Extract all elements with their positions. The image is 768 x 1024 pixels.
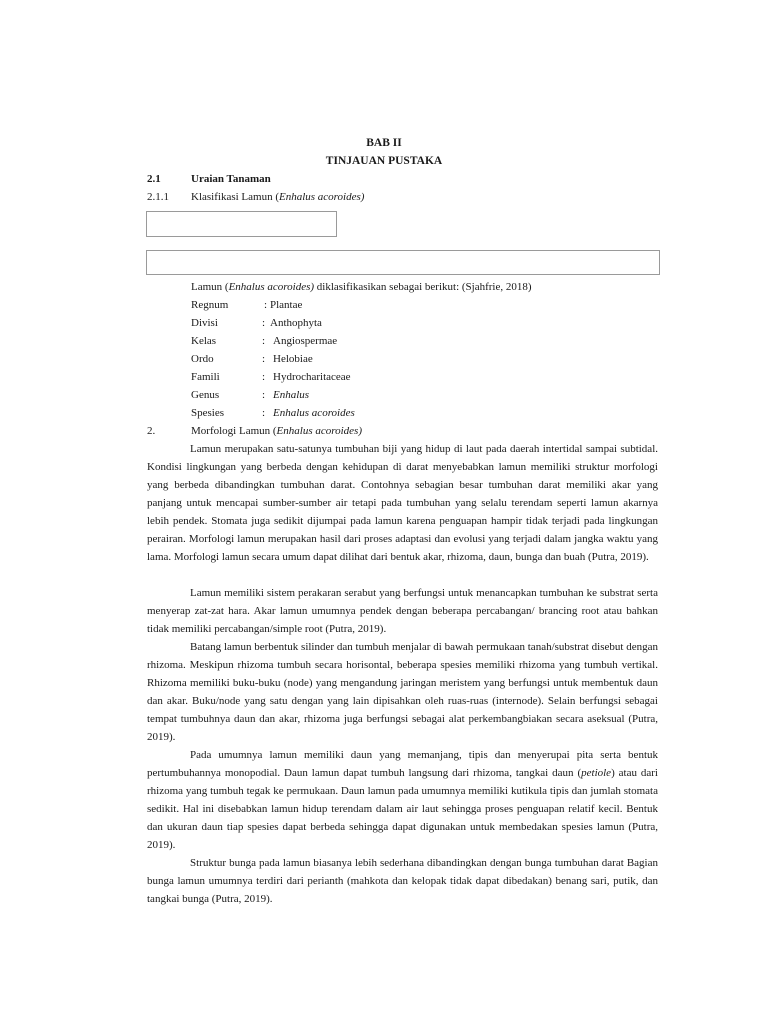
taxonomy-value: Angiospermae: [273, 335, 338, 347]
taxonomy-separator: :: [262, 389, 266, 401]
taxonomy-value: Anthophyta: [270, 317, 322, 329]
taxonomy-separator: :: [262, 353, 266, 365]
taxonomy-rank: Ordo: [191, 353, 214, 365]
taxonomy-value: Hydrocharitaceae: [273, 371, 351, 383]
paragraph-morphology-intro: Lamun merupakan satu-satunya tumbuhan biji yang hidup di laut pada daerah intertidal sampai subtidal. Kondisi lingkungan yang berbeda dengan kehidupan di darat menyebabkan lamun memiliki struktur morfologi yang berbeda dibandingkan tumbuhan darat. Contohnya sebagian besar tumbuhan darat memiliki akar yang panjang untuk mencapai sumber-sumber air tetapi pada tumbuhan yang selalu terendam seperti lamun akarnya lebih pendek. Stomata juga sedikit dijumpai pada lamun karena penguapan hampir tidak terjadi pada lingkungan perairan. Morfologi lamun merupakan hasil dari proses adaptasi dan evolusi yang terjadi dalam jangka waktu yang lama. Morfologi lamun secara umum dapat dilihat dari bentuk akar, rhizoma, daun, bunga dan buah (Putra, 2019).: [147, 443, 658, 563]
taxonomy-separator: :: [262, 317, 266, 329]
taxonomy-rank: Spesies: [191, 407, 224, 419]
taxonomy-separator: :: [262, 407, 266, 419]
taxonomy-rank: Regnum: [191, 299, 229, 311]
classification-intro: Lamun (Enhalus acoroides) diklasifikasikan sebagai berikut: (Sjahfrie, 2018): [191, 281, 532, 293]
section-title: Uraian Tanaman: [191, 173, 271, 185]
taxonomy-value: Helobiae: [273, 353, 313, 365]
paragraph-rhizome: Batang lamun berbentuk silinder dan tumbuh menjalar di bawah permukaan tanah/substrat disebut dengan rhizoma. Meskipun rhizoma tumbuh secara horisontal, beberapa spesies memiliki rhizoma yang tumbuh vertikal. Rhizoma memiliki buku-buku (node) yang mengandung jaringan meristem yang berfungsi untuk membentuk daun dan akar. Buku/node yang satu dengan yang lain dipisahkan oleh ruas-ruas (internode). Selain berfungsi sebagai tempat tumbuhnya daun dan akar, rhizoma juga berfungsi sebagai alat perkembangbiakan secara aseksual (Putra, 2019).: [147, 641, 658, 743]
paragraph-flowers: Struktur bunga pada lamun biasanya lebih sederhana dibandingkan dengan bunga tumbuhan darat Bagian bunga lamun umumnya terdiri dari perianth (mahkota dan kelopak tidak dapat dibedakan) benang sari, putik, dan tangkai bunga (Putra, 2019).: [147, 857, 658, 905]
taxonomy-rank: Divisi: [191, 317, 218, 329]
taxonomy-separator: :: [262, 371, 266, 383]
taxonomy-separator: :: [262, 335, 266, 347]
paragraph-roots: Lamun memiliki sistem perakaran serabut yang berfungsi untuk menancapkan tumbuhan ke substrat serta menyerap zat-zat hara. Akar lamun umumnya pendek dengan beberapa percabangan/ brancing root atau bahkan tidak memiliki percabangan/simple root (Putra, 2019).: [147, 587, 658, 635]
taxonomy-value: Plantae: [270, 299, 303, 311]
taxonomy-value: Enhalus: [273, 389, 310, 401]
chapter-label: BAB II: [366, 137, 402, 149]
subsection-title: Klasifikasi Lamun (Enhalus acoroides): [191, 191, 365, 203]
paragraph-leaves: Pada umumnya lamun memiliki daun yang memanjang, tipis dan menyerupai pita serta bentuk pertumbuhannya monopodial. Daun lamun dapat tumbuh langsung dari rhizoma, tangkai daun (petiole) atau dari rhizoma yang tumbuh tegak ke permukaan. Daun lamun pada umumnya memiliki kutikula tipis dan jumlah stomata sedikit. Hal ini disebabkan lamun hidup terendam dalam air laut sehingga proses penguapan relatif kecil. Bentuk dan ukuran daun tiap spesies dapat berbeda sehingga dapat digunakan untuk membedakan spesies lamun (Putra, 2019).: [147, 749, 658, 851]
text-field-box[interactable]: [146, 211, 337, 237]
taxonomy-rank: Famili: [191, 371, 220, 383]
text-field-box-wide[interactable]: [146, 250, 660, 275]
section-number: 2.1: [147, 173, 161, 185]
subsection-number: 2.1.1: [147, 191, 169, 203]
taxonomy-value: Enhalus acoroides: [273, 407, 355, 419]
taxonomy-separator: :: [264, 299, 268, 311]
taxonomy-rank: Kelas: [191, 335, 217, 347]
taxonomy-rank: Genus: [191, 389, 220, 401]
chapter-title: TINJAUAN PUSTAKA: [325, 155, 443, 167]
morphology-number: 2.: [147, 425, 156, 437]
morphology-heading: Morfologi Lamun (Enhalus acoroides): [191, 425, 362, 437]
